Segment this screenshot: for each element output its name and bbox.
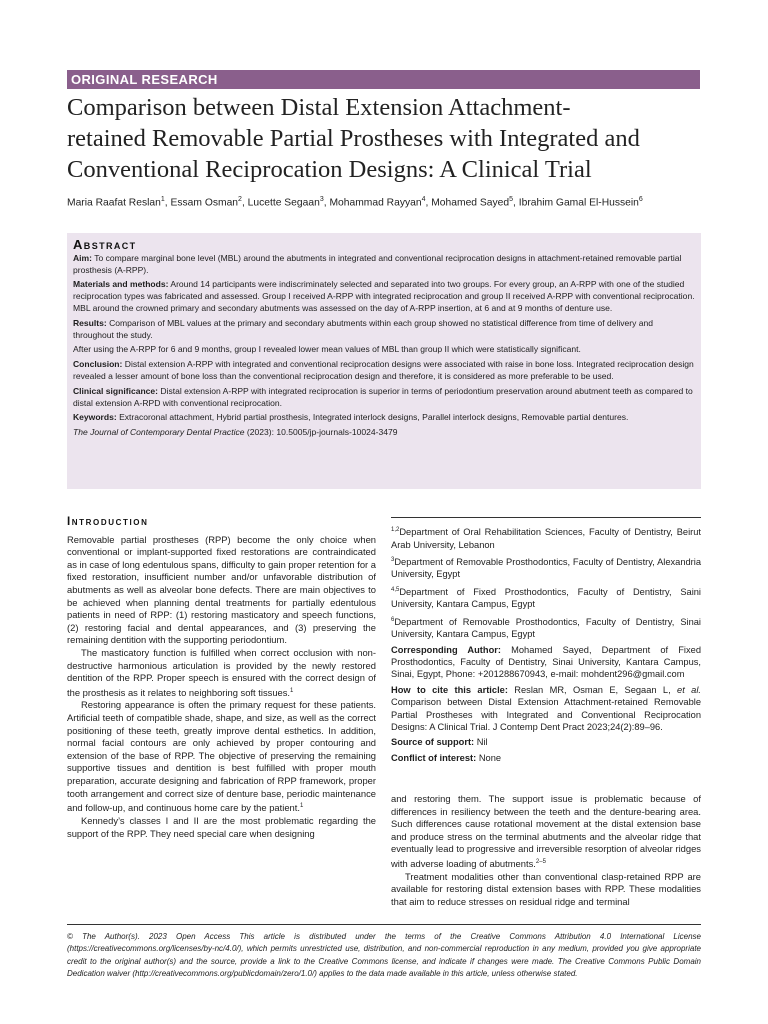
journal-name: The Journal of Contemporary Dental Practice [73, 427, 245, 438]
affiliation-text: Department of Removable Prosthodontics, Faculty of Dentistry, Alexandria University, Egypt [391, 557, 701, 580]
affiliation-text: Department of Fixed Prosthodontics, Faculty of Dentistry, Saini University, Kantara Campus, Egypt [391, 586, 701, 610]
intro-paragraph-text: Restoring appearance is often the primary request for these patients. Artificial teeth of compatible shade, shape, and size, as well as the correct positioning of these teeth, greatly improve dental esthetics. In addition, normal facial contours are only achieved by proper contouring and extension of the base of RPP. The objective of preserving the remaining supportive tissues and dentition is best fulfilled with proper mouth preparation, accurate designing and fabrication of RPP framework, proper tooth arrangement and correct size of denture base, periodic maintenance and follow-up, and continuous home care by the patient. [67, 699, 376, 814]
abstract-aim-text: To compare marginal bone level (MBL) around the abutments in integrated and conventional reciprocation designs in attachment-retained removable partial prosthesis (A-RPP). [73, 252, 682, 275]
how-to-cite-text: Comparison between Distal Extension Attachment-retained Removable Partial Prostheses with Integrated and Conventional Reciprocation Designs: A Clinical Trial. J Contemp Dent Pract 2023;24(2):89–96. [391, 697, 701, 733]
affiliation [391, 584, 701, 611]
abstract-results [73, 318, 695, 342]
doi-text: (2023): 10.5005/jp-journals-10024-3479 [244, 427, 398, 438]
license-text: © The Author(s). 2023 Open Access This article is distributed under the terms of the Creative Commons Attribution 4.0 International License (https://creativecommons.org/licenses/by-nc/4.0/), which permits unrestricted use, distribution, and non-commercial reproduction in any medium, provided you give appropriate credit to the original author(s) and the source, provide a link to the Creative Commons license, and indicate if changes were made. The Creative Commons Public Domain Dedication waiver (http://creativecommons.org/publicdomain/zero/1.0/) applies to the data made available in this article, unless otherwise stated. [67, 932, 701, 978]
support-value: Nil [474, 737, 488, 748]
support-label: Source of support: [391, 737, 475, 748]
corresponding-text: Mohamed Sayed, Department of Fixed Prosthodontics, Faculty of Dentistry, Sinai University, Kantara Campus, Sinai, Egypt, Phone: +201288670943, e-mail: mohdent296@gmail.com [391, 644, 701, 680]
author-affiliation-mark: 3 [319, 196, 324, 203]
how-to-cite-label: How to cite this article: [391, 684, 508, 695]
citation-mark: 1 [299, 803, 304, 810]
author-affiliation-mark: 5 [509, 196, 513, 203]
abstract-keywords-text: Extracoronal attachment, Hybrid partial prosthesis, Integrated interlock designs, Parallel interlock designs, Removable partial dentures. [119, 412, 629, 423]
intro-paragraph [67, 647, 376, 700]
abstract-clinical-significance [73, 386, 695, 410]
author-list: Maria Raafat Reslan$^1$, Essam Osman$^2$, Lucette Segaan$^3$, Mohammad Rayyan$^4$, Mohamed Sayed$^5$, Ibrahim Gamal El-Hussein$^6$ [67, 196, 643, 209]
affiliation-text: Department of Removable Prosthodontics, Faculty of Dentistry, Sinai University, Kantara Campus, Egypt [391, 616, 701, 640]
abstract-methods-text: Around 14 participants were indiscriminately selected and separated into two groups. For every group, an A-RPP with one of the studied reciprocation types was fabricated and assessed. Group I received A-RPP with integrated reciprocation and group II received A-RPP with conventional reciprocation. MBL around the crowned primary and secondary abutments was assessed on the day of A-RPP insertion, at 6 and at 9 months of denture use. [73, 279, 695, 313]
title-line: retained Removable Partial Prostheses with Integrated and [67, 125, 640, 152]
affiliation-mark: 6 [391, 616, 395, 623]
article-title [67, 92, 707, 185]
abstract-conclusion-label: Conclusion: [73, 359, 123, 370]
abstract-box [67, 233, 701, 489]
abstract-keywords [73, 412, 695, 424]
how-to-cite-authors: Reslan MR, Osman E, Segaan L, [507, 684, 678, 695]
abstract-methods [73, 279, 695, 314]
author-name: Mohamed Sayed [431, 197, 510, 209]
conflict-value: None [476, 752, 502, 763]
abstract-results-label: Results: [73, 317, 107, 328]
author-affiliation-mark: 6 [638, 196, 643, 203]
affiliation-mark: 4,5 [391, 586, 400, 593]
introduction-column [67, 516, 376, 840]
abstract-results-text: Comparison of MBL values at the primary and secondary abutments within each group showed no statistical difference from time of delivery and throughout the study. [73, 317, 654, 340]
intro-paragraph: Kennedy’s classes I and II are the most problematic regarding the support of the RPP. They need special care when designing [67, 814, 376, 839]
abstract-aim [73, 253, 695, 277]
citation-mark: 1 [290, 687, 294, 694]
introduction-heading: Introduction [67, 516, 149, 528]
affiliation [391, 524, 701, 551]
abstract-heading: Abstract [73, 237, 137, 252]
author-name: Lucette Segaan [247, 197, 320, 209]
affiliation-text: Department of Oral Rehabilitation Sciences, Faculty of Dentistry, Beirut Arab University, Lebanon [391, 527, 701, 550]
affiliation-mark: 1,2 [391, 527, 400, 533]
title-line: Comparison between Distal Extension Attachment- [67, 94, 571, 121]
abstract-keywords-label: Keywords: [73, 412, 117, 423]
abstract-clinical-text: Distal extension A-RPP with integrated reciprocation is superior in terms of periodontium preservation around abutment teeth as compared to distal extension A-RPD with conventional reciprocation. [73, 385, 693, 408]
corresponding-author [391, 644, 701, 681]
source-of-support [391, 736, 701, 748]
abstract-conclusion [73, 359, 695, 383]
author-name: Ibrahim Gamal El-Hussein [518, 197, 639, 209]
abstract-methods-label: Materials and methods: [73, 279, 169, 290]
conflict-label: Conflict of interest: [391, 752, 477, 763]
author-name: Maria Raafat Reslan [67, 197, 161, 209]
author-name: Essam Osman [170, 197, 239, 209]
body-paragraph: Treatment modalities other than conventional clasp-retained RPP are available for restoring distal extension bases with RPP. These modalities that aim to reduce stresses on residual ridge and terminal [391, 870, 701, 907]
how-to-cite [391, 684, 701, 734]
intro-paragraph: Removable partial prostheses (RPP) become the only choice when conventional or implant-supported fixed restorations are contraindicated as in case of long edentulous spans, difficulty to gain proper retention for a fixed restoration, insufficient number and/or unfavorable distribution of abutments as well as alveolar bone defects. There are main objectives to be achieved when planning dental treatments for partially edentulous patients in need of RPP: (1) restoring masticatory and speech functions, (2) restoring facial and dental appearances, and (3) preserving the remaining dentition with the supporting periodontium. [67, 533, 376, 646]
abstract-citation [73, 427, 695, 439]
section-label: ORIGINAL RESEARCH [67, 70, 700, 89]
how-to-cite-etal: et al. [677, 684, 701, 695]
intro-paragraph-text: The masticatory function is fulfilled when correct occlusion with non-destructive harmonious articulation is provided by the newly restored dentition of the RPP. Proper speech is ensured with the correct design of the prosthesis as it relates to neighboring soft tissues. [67, 646, 376, 698]
abstract-results-continued: After using the A-RPP for 6 and 9 months, group I revealed lower mean values of MBL than group II which were statistically significant. [73, 344, 581, 355]
affiliation [391, 614, 701, 641]
conflict-of-interest [391, 752, 701, 764]
body-paragraph-text: and restoring them. The support issue is problematic because of differences in resiliency between the teeth and the denture-bearing area. Such differences cause rotational movement at the distal extension base and produce stress on the terminal abutments and the alveolar ridge that eventually lead to progressive and irreversible resorption of alveolar ridges with adverse loading of abutments. [391, 793, 701, 870]
intro-paragraph [67, 699, 376, 814]
citation-mark: 2–5 [535, 858, 546, 865]
author-name: Mohammad Rayyan [329, 197, 422, 209]
corresponding-label: Corresponding Author: [391, 644, 501, 655]
license-footer [67, 924, 701, 980]
body-paragraph [391, 793, 701, 871]
abstract-conclusion-text: Distal extension A-RPP with integrated and conventional reciprocation designs were associated with raise in bone loss. Integrated reciprocation design revealed a lesser amount of bone loss than the conventional reciprocation design and therefore, it is considered as more preferable to be used. [73, 359, 694, 381]
affiliations-block [391, 517, 701, 767]
affiliation [391, 554, 701, 581]
author-affiliation-mark: 2 [238, 196, 242, 203]
abstract-aim-label: Aim: [73, 252, 92, 263]
affiliation-mark: 3 [391, 556, 395, 563]
title-line: Conventional Reciprocation Designs: A Clinical Trial [67, 156, 592, 183]
author-affiliation-mark: 4 [421, 196, 426, 203]
author-affiliation-mark: 1 [160, 196, 165, 203]
abstract-clinical-label: Clinical significance: [73, 385, 159, 396]
body-right-column [391, 793, 701, 908]
